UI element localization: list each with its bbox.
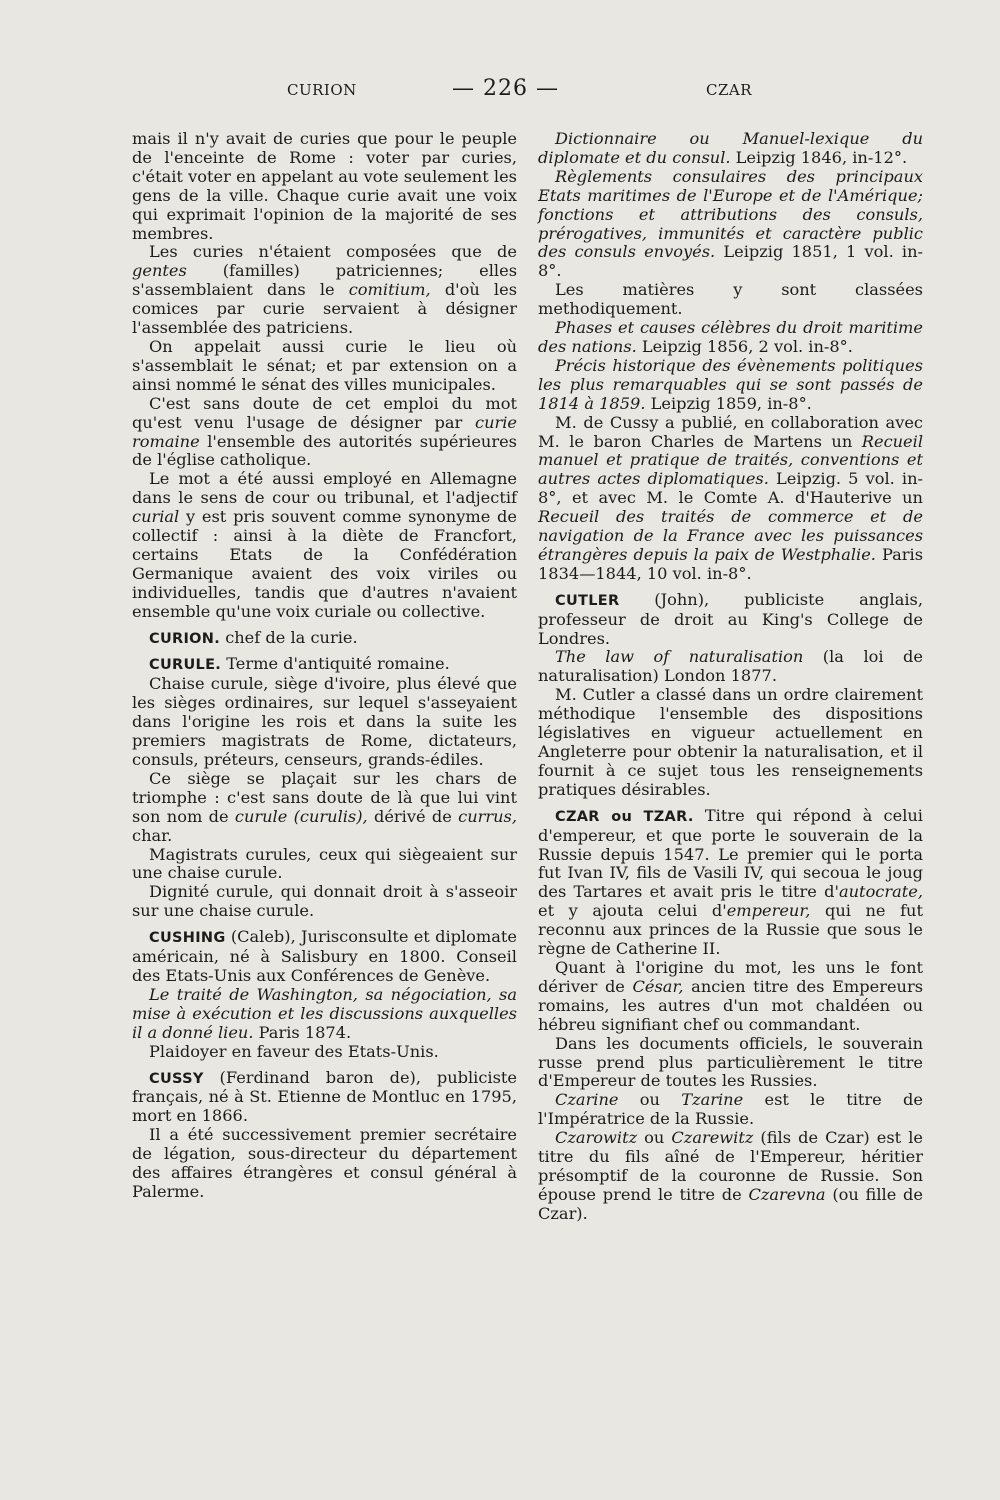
right-column <box>538 130 923 1224</box>
headword: CUSHING <box>149 930 226 947</box>
paragraph: Dans les documents officiels, le souverain russe prend plus particulièrement le titre d'Empereur de toutes les Russies. <box>538 1033 923 1091</box>
page-number: — 226 — <box>452 76 559 101</box>
paragraph: Les matières y sont classées methodiquement. <box>538 280 923 319</box>
entry-cushing: CUSHING (Caleb), Jurisconsulte et diplomate américain, né à Salisbury en 1800. Conseil des Etats-Unis aux Conférences de Genève. <box>132 927 517 985</box>
paragraph: C'est sans doute de cet emploi du mot qu'est venu l'usage de désigner par curie romaine l'ensemble des autorités supérieures de l'église catholique. <box>132 393 517 470</box>
paragraph: Dignité curule, qui donnait droit à s'asseoir sur une chaise curule. <box>132 882 517 921</box>
paragraph: Chaise curule, siège d'ivoire, plus élevé que les sièges ordinaires, sur lequel s'asseyaient dans l'origine les rois et dans la suite les premiers magistrats de Rome, dictateurs, consuls, préteurs, censeurs, grands-édiles. <box>132 674 517 769</box>
entry-curule: CURULE. Terme d'antiquité romaine. <box>149 654 450 674</box>
running-header <box>0 76 1000 104</box>
paragraph: Quant à l'origine du mot, les uns le font dériver de César, ancien titre des Empereurs romains, les autres d'un mot chaldéen ou hébreu signifiant chef ou commandant. <box>538 957 924 1034</box>
paragraph: Czarine ou Tzarine est le titre de l'Impératrice de la Russie. <box>538 1090 923 1129</box>
headword: CUTLER <box>555 592 620 609</box>
entry-curion: CURION. chef de la curie. <box>149 627 358 647</box>
entry-czar: CZAR ou TZAR. Titre qui répond à celui d'empereur, et que porte le souverain de la Russie depuis 1547. Le premier qui le porta fut Ivan IV, fils de Vasili IV, qui secoua le joug des Tartares et avait pris le titre d'autocrate, et y ajouta celui d'empereur, qui ne fut reconnu aux princes de la Russie que sous le règne de Catherine II. <box>538 805 923 959</box>
bibliography-item: Le traité de Washington, sa négociation, sa mise à exécution et les discussions auxquelles il a donné lieu. Paris 1874. <box>132 984 517 1042</box>
paragraph: Les curies n'étaient composées que de gentes (familles) patriciennes; elles s'assemblaient dans le comitium, d'où les comices par curie servaient à désigner l'assemblée des patriciens. <box>132 242 517 338</box>
paragraph: Il a été successivement premier secrétaire de légation, sous-directeur du département des affaires étrangères et consul général à Palerme. <box>132 1125 517 1201</box>
bibliography-item: Phases et causes célèbres du droit maritime des nations. Leipzig 1856, 2 vol. in-8°. <box>538 318 923 356</box>
entry-cutler: CUTLER (John), publiciste anglais, professeur de droit au King's College de Londres. <box>538 589 923 648</box>
bibliography-item: The law of naturalisation (la loi de naturalisation) London 1877. <box>538 647 923 686</box>
headword: CUSSY <box>149 1070 204 1087</box>
bibliography-item: Dictionnaire ou Manuel-lexique du diplomate et du consul. Leipzig 1846, in-12°. <box>538 129 923 167</box>
paragraph: On appelait aussi curie le lieu où s'assemblait le sénat; et par extension on a ainsi nommé le sénat des villes municipales. <box>132 336 517 394</box>
header-right-catchword: CZAR <box>706 81 753 99</box>
paragraph: Le mot a été aussi employé en Allemagne dans le sens de cour ou tribunal, et l'adjectif curial y est pris souvent comme synonyme de collectif : ainsi à la diète de Francfort, certains Etats de la Confédération Germanique avaient des voix viriles ou individuelles, tandis que d'autres n'avaient ensemble qu'une voix curiale ou collective. <box>132 469 517 621</box>
paragraph: Plaidoyer en faveur des Etats-Unis. <box>149 1041 439 1061</box>
entry-cussy: CUSSY (Ferdinand baron de), publiciste français, né à St. Etienne de Montluc en 1795, mort en 1866. <box>132 1067 517 1126</box>
headword: CZAR ou TZAR. <box>555 808 694 825</box>
headword: CURULE. <box>149 657 222 674</box>
bibliography-item: Règlements consulaires des principaux Etats maritimes de l'Europe et de l'Amérique; fonctions et attributions des consuls, prérogatives, immunités et caractère public des consuls envoyés. Leipzig 1851, 1 vol. in-8°. <box>538 166 923 281</box>
paragraph: M. Cutler a classé dans un ordre clairement méthodique l'ensemble des dispositions législatives en vigueur actuellement en Angleterre pour obtenir la naturalisation, et il fournit à ce sujet tous les renseignements pratiques désirables. <box>538 685 923 799</box>
header-left-catchword: CURION <box>287 81 357 99</box>
headword: CURION. <box>149 630 221 647</box>
paragraph: Magistrats curules, ceux qui siègeaient sur une chaise curule. <box>132 844 517 883</box>
paragraph: Ce siège se plaçait sur les chars de triomphe : c'est sans doute de là que lui vint son nom de curule (curulis), dérivé de currus, char. <box>132 768 517 845</box>
bibliography-item: Précis historique des évènements politiques les plus remarquables qui se sont passés de 1814 à 1859. Leipzig 1859, in-8°. <box>538 355 923 413</box>
paragraph: Czarowitz ou Czarewitz (fils de Czar) est le titre du fils aîné de l'Empereur, héritier présomptif de la couronne de Russie. Son épouse prend le titre de Czarevna (ou fille de Czar). <box>538 1128 923 1223</box>
paragraph: mais il n'y avait de curies que pour le peuple de l'enceinte de Rome : voter par curies, c'était voter en appelant au vote seulement les gens de la ville. Chaque curie avait une voix qui exprimait l'opinion de la majorité de ses membres. <box>132 129 517 243</box>
paragraph: M. de Cussy a publié, en collaboration avec M. le baron Charles de Martens un Recueil manuel et pratique de traités, conventions et autres actes diplomatiques. Leipzig. 5 vol. in-8°, et avec M. le Comte A. d'Hauterive un Recueil des traités de commerce et de navigation de la France avec les puissances étrangères depuis la paix de Westphalie. Paris 1834—1844, 10 vol. in-8°. <box>538 412 923 583</box>
left-column <box>132 130 517 1202</box>
